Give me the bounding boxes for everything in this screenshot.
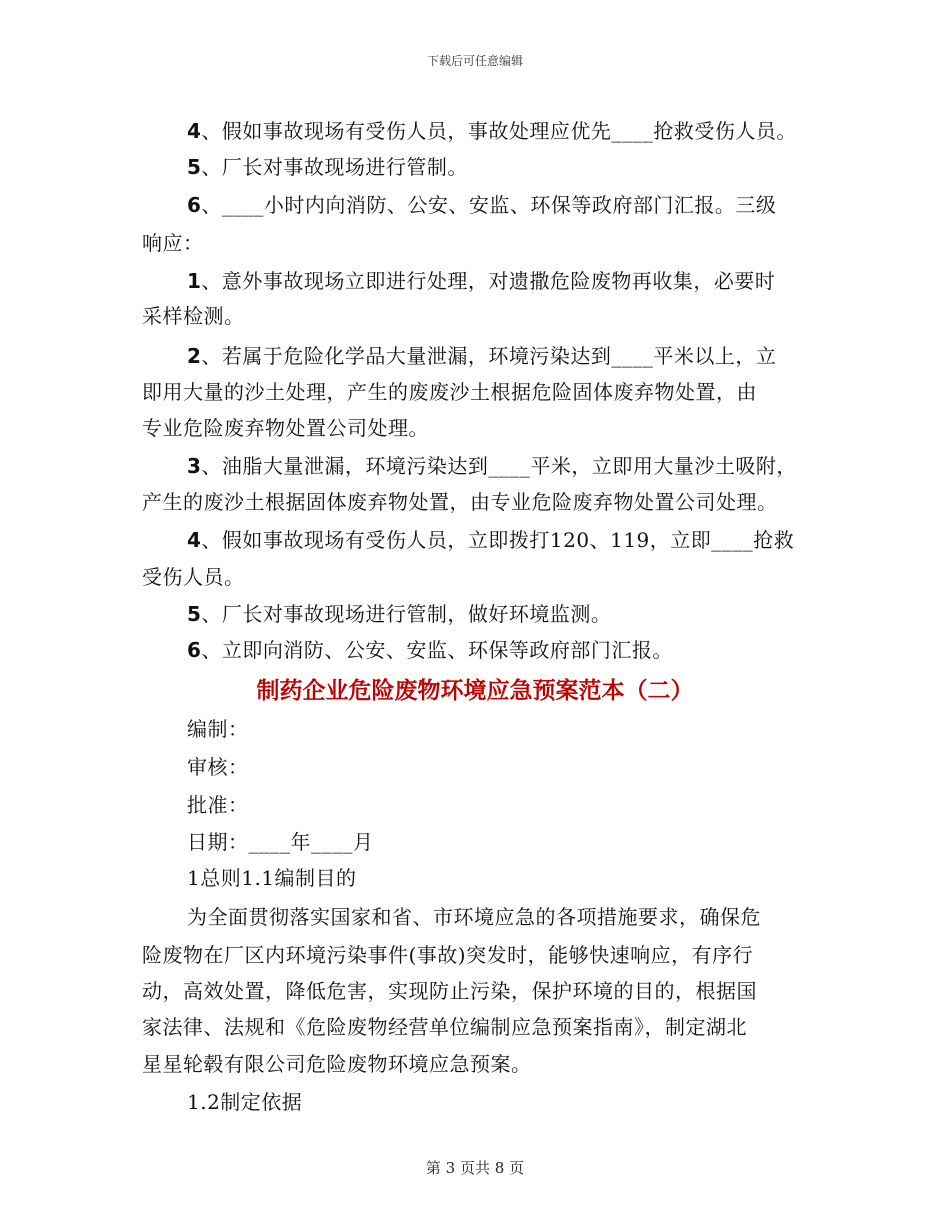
document-title: 制药企业危险废物环境应急预案范本（二）: [256, 678, 694, 704]
page-footer: 第 3 页共 8 页: [425, 1159, 525, 1177]
paragraph-line: 动，高效处置，降低危害，实现防止污染，保护环境的目的，根据国: [142, 979, 757, 1003]
list-item: 4、假如事故现场有受伤人员，事故处理应优先____抢救受伤人员。: [187, 119, 797, 143]
list-item-continuation: 即用大量的沙土处理，产生的废废沙土根据危险固体废弃物处置，由: [142, 380, 757, 404]
paragraph-line: 星星轮毂有限公司危险废物环境应急预案。: [142, 1052, 532, 1076]
paragraph-line: 家法律、法规和《危险废物经营单位编制应急预案指南》，制定湖北: [142, 1015, 747, 1039]
paragraph-line: 险废物在厂区内环境污染事件(事故)突发时，能够快速响应，有序行: [142, 943, 754, 967]
list-item: 1、意外事故现场立即进行处理，对遗撒危险废物再收集，必要时: [187, 269, 776, 293]
list-item-continuation: 产生的废沙土根据固体废弃物处置，由专业危险废弃物处置公司处理。: [142, 490, 778, 514]
list-item: 3、油脂大量泄漏，环境污染达到____平米，立即用大量沙土吸附，: [187, 454, 797, 478]
meta-date: 日期：____年____月: [187, 830, 374, 854]
list-item: 4、假如事故现场有受伤人员，立即拨打120、119，立即____抢救: [187, 528, 795, 552]
section-heading: 1.2制定依据: [187, 1090, 303, 1114]
section-heading: 1总则1.1编制目的: [187, 866, 357, 890]
page-header: 下载后可任意编辑: [426, 54, 523, 68]
list-item: 5、厂长对事故现场进行管制。: [187, 155, 468, 179]
list-item: 6、立即向消防、公安、安监、环保等政府部门汇报。: [187, 638, 673, 662]
list-item: 6、____小时内向消防、公安、安监、环保等政府部门汇报。三级: [187, 193, 777, 217]
list-item-continuation: 采样检测。: [142, 304, 245, 328]
paragraph-line: 为全面贯彻落实国家和省、市环境应急的各项措施要求，确保危: [187, 905, 761, 929]
meta-reviewer: 审核：: [187, 755, 249, 779]
list-item-continuation: 受伤人员。: [142, 565, 245, 589]
list-item-continuation: 专业危险废弃物处置公司处理。: [142, 416, 429, 440]
meta-compiler: 编制：: [187, 717, 249, 741]
list-item: 2、若属于危险化学品大量泄漏，环境污染达到____平米以上，立: [187, 344, 777, 368]
meta-approver: 批准：: [187, 793, 249, 817]
list-item: 5、厂长对事故现场进行管制，做好环境监测。: [187, 602, 612, 626]
list-item-continuation: 响应：: [142, 231, 204, 255]
